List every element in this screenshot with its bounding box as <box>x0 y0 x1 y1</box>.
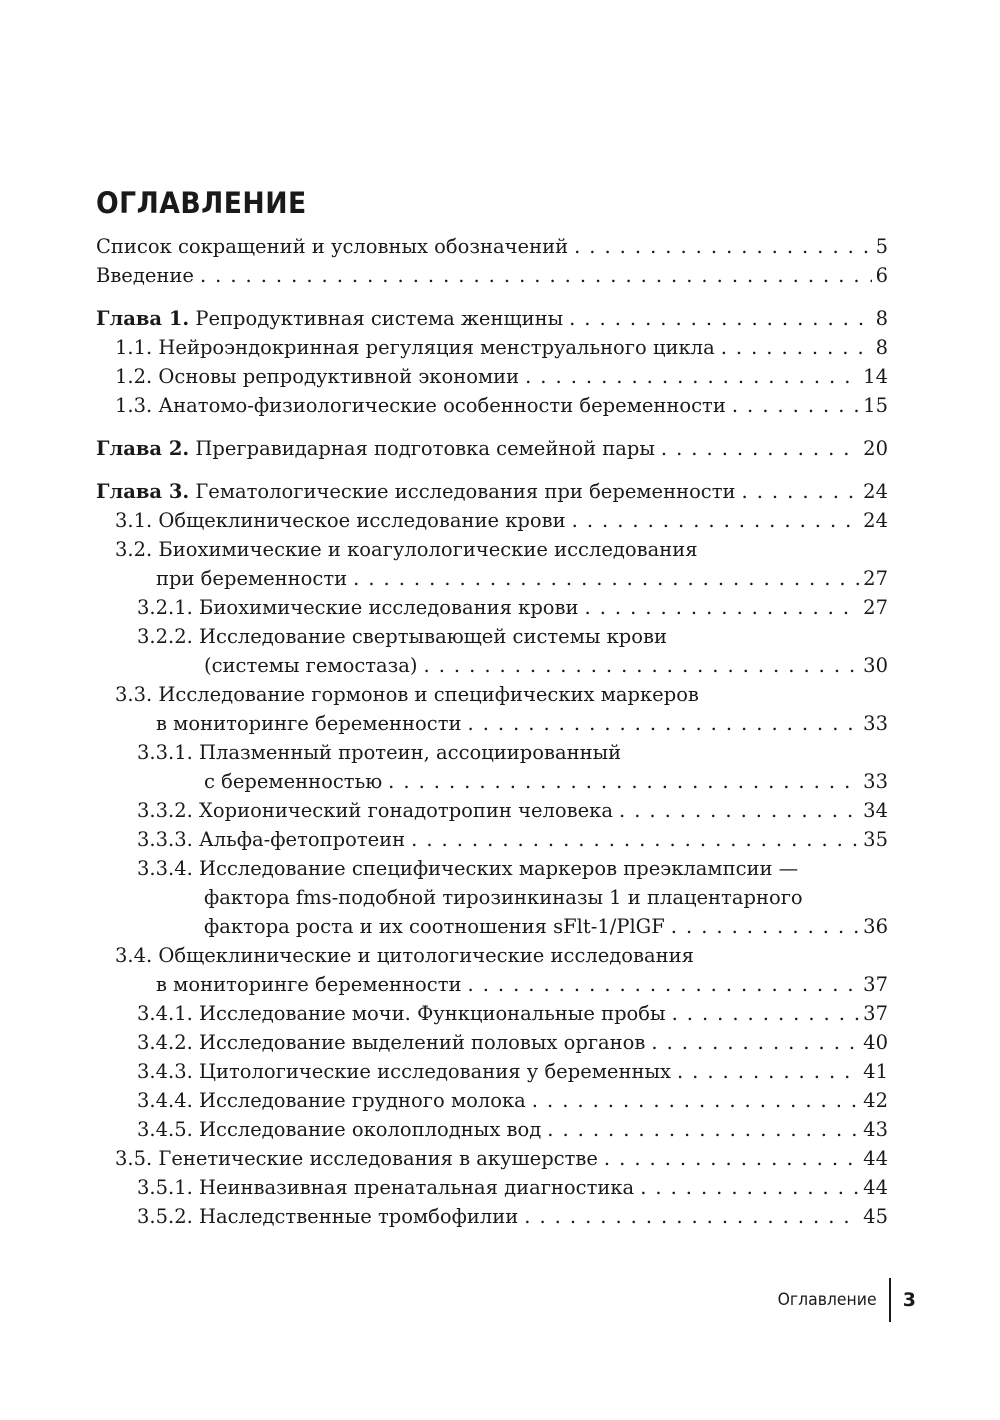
dot-leader <box>411 825 859 854</box>
dot-leader <box>532 1086 859 1115</box>
toc-entry-label: 3.3.2. Хорионический гонадотропин человека <box>137 799 613 822</box>
dot-leader <box>388 767 859 796</box>
toc-entry-label: 3.5.2. Наследственные тромбофилии <box>137 1205 519 1228</box>
toc-entry-label: 3.3.3. Альфа-фетопротеин <box>137 828 406 851</box>
toc-entry-label: Введение <box>96 264 194 287</box>
toc-entry-label: Прегравидарная подготовка семейной пары <box>195 437 655 460</box>
dot-leader <box>651 1028 859 1057</box>
dot-leader <box>572 506 860 535</box>
toc-entry-page: 27 <box>863 567 888 590</box>
toc-entry-1-2[interactable] <box>96 362 888 391</box>
dot-leader <box>468 970 860 999</box>
toc-entry-label: 3.2. Биохимические и коагулологические исследования <box>115 538 698 561</box>
toc-entry-page: 33 <box>863 712 888 735</box>
toc-entry-page: 20 <box>863 437 888 460</box>
toc-entry-label: 3.3. Исследование гормонов и специфических маркеров <box>115 683 699 706</box>
toc-entry-label: 3.4.2. Исследование выделений половых органов <box>137 1031 646 1054</box>
toc-entry-page: 30 <box>863 654 888 677</box>
toc-entry-label: Гематологические исследования при беременности <box>195 480 736 503</box>
toc-entry-abbreviations[interactable] <box>96 232 888 261</box>
toc-entry-label: 1.2. Основы репродуктивной экономии <box>115 365 520 388</box>
toc-entry-page: 27 <box>863 596 888 619</box>
toc-entry-3-4[interactable] <box>96 941 888 999</box>
toc-entry-3-2-2[interactable] <box>96 622 888 680</box>
toc-entry-label-continued: в мониторинге беременности <box>156 973 462 996</box>
toc-entry-page: 37 <box>863 1002 888 1025</box>
dot-leader <box>619 796 859 825</box>
toc-entry-label-continued: (системы гемостаза) <box>204 654 418 677</box>
toc-entry-chapter-3[interactable] <box>96 477 888 506</box>
dot-leader <box>604 1144 859 1173</box>
toc-entry-page: 14 <box>863 365 888 388</box>
toc-entry-page: 8 <box>875 307 888 330</box>
toc-entry-3-5[interactable] <box>96 1144 888 1173</box>
toc-entry-3-3-2[interactable] <box>96 796 888 825</box>
toc-entry-label: 3.3.1. Плазменный протеин, ассоциированный <box>137 741 622 764</box>
toc-entry-page: 42 <box>863 1089 888 1112</box>
toc-entry-3-4-3[interactable] <box>96 1057 888 1086</box>
dot-leader <box>569 304 871 333</box>
toc-entry-label: Репродуктивная система женщины <box>195 307 564 330</box>
toc-entry-label-continued: фактора fms-подобной тирозинкиназы 1 и плацентарного <box>204 886 803 909</box>
toc-entry-label-continued: фактора роста и их соотношения sFlt-1/PlGF <box>204 915 665 938</box>
dot-leader <box>525 362 859 391</box>
toc-entry-label: 3.1. Общеклиническое исследование крови <box>115 509 566 532</box>
dot-leader <box>677 1057 859 1086</box>
toc-entry-label: 3.4.5. Исследование околоплодных вод <box>137 1118 542 1141</box>
running-footer-title: Оглавление <box>777 1290 877 1310</box>
toc-entry-3-4-5[interactable] <box>96 1115 888 1144</box>
toc-entry-label: 3.4.1. Исследование мочи. Функциональные пробы <box>137 1002 666 1025</box>
toc-entry-label: 3.4.4. Исследование грудного молока <box>137 1089 526 1112</box>
dot-leader <box>468 709 860 738</box>
dot-leader <box>353 564 859 593</box>
toc-entry-page: 40 <box>863 1031 888 1054</box>
toc-entry-label: 3.4.3. Цитологические исследования у беременных <box>137 1060 671 1083</box>
toc-entry-3-4-1[interactable] <box>96 999 888 1028</box>
dot-leader <box>742 477 860 506</box>
toc-entry-page: 45 <box>863 1205 888 1228</box>
toc-entry-3-5-2[interactable] <box>96 1202 888 1231</box>
toc-entry-page: 44 <box>863 1147 888 1170</box>
toc-entry-label-continued: с беременностью <box>204 770 383 793</box>
toc-entry-3-3[interactable] <box>96 680 888 738</box>
toc-entry-page: 37 <box>863 973 888 996</box>
toc-entry-label: 3.2.2. Исследование свертывающей системы крови <box>137 625 667 648</box>
toc-entry-label: Список сокращений и условных обозначений <box>96 235 569 258</box>
dot-leader <box>424 651 860 680</box>
toc-entry-label: 3.5.1. Неинвазивная пренатальная диагностика <box>137 1176 635 1199</box>
toc-entry-page: 15 <box>863 394 888 417</box>
footer-divider <box>889 1278 891 1322</box>
toc-entry-page: 36 <box>863 915 888 938</box>
toc-entry-3-2-1[interactable] <box>96 593 888 622</box>
toc-entry-3-4-4[interactable] <box>96 1086 888 1115</box>
toc-entry-page: 24 <box>863 480 888 503</box>
toc-entry-3-5-1[interactable] <box>96 1173 888 1202</box>
toc-entry-label: 3.2.1. Биохимические исследования крови <box>137 596 579 619</box>
page-number: 3 <box>902 1289 916 1311</box>
toc-entry-3-4-2[interactable] <box>96 1028 888 1057</box>
dot-leader <box>721 333 872 362</box>
table-of-contents <box>96 232 888 1231</box>
toc-entry-introduction[interactable] <box>96 261 888 290</box>
toc-entry-chapter-2[interactable] <box>96 434 888 463</box>
toc-entry-page: 41 <box>863 1060 888 1083</box>
toc-entry-page: 24 <box>863 509 888 532</box>
toc-entry-label: 3.4. Общеклинические и цитологические исследования <box>115 944 694 967</box>
toc-entry-label: 3.3.4. Исследование специфических маркеров преэклампсии — <box>137 857 799 880</box>
toc-entry-3-3-3[interactable] <box>96 825 888 854</box>
chapter-label: Глава 1. <box>96 307 190 330</box>
toc-entry-page: 35 <box>863 828 888 851</box>
toc-entry-1-1[interactable] <box>96 333 888 362</box>
dot-leader <box>585 593 860 622</box>
toc-entry-label: 1.3. Анатомо-физиологические особенности беременности <box>115 394 726 417</box>
toc-entry-page: 43 <box>863 1118 888 1141</box>
toc-entry-chapter-1[interactable] <box>96 304 888 333</box>
toc-entry-page: 34 <box>863 799 888 822</box>
dot-leader <box>200 261 872 290</box>
toc-entry-1-3[interactable] <box>96 391 888 420</box>
toc-entry-label: 3.5. Генетические исследования в акушерстве <box>115 1147 598 1170</box>
dot-leader <box>661 434 859 463</box>
toc-entry-3-3-4[interactable] <box>96 854 888 941</box>
toc-entry-page: 44 <box>863 1176 888 1199</box>
toc-entry-3-3-1[interactable] <box>96 738 888 796</box>
dot-leader <box>640 1173 859 1202</box>
toc-entry-3-1[interactable] <box>96 506 888 535</box>
dot-leader <box>671 912 859 941</box>
page-title: ОГЛАВЛЕНИЕ <box>96 186 307 220</box>
dot-leader <box>574 232 871 261</box>
toc-entry-page: 33 <box>863 770 888 793</box>
dot-leader <box>672 999 860 1028</box>
toc-entry-label-continued: при беременности <box>156 567 348 590</box>
toc-entry-label: 1.1. Нейроэндокринная регуляция менструального цикла <box>115 336 715 359</box>
chapter-label: Глава 3. <box>96 480 190 503</box>
dot-leader <box>732 391 859 420</box>
toc-entry-3-2[interactable] <box>96 535 888 593</box>
dot-leader <box>547 1115 859 1144</box>
toc-entry-page: 8 <box>875 336 888 359</box>
chapter-label: Глава 2. <box>96 437 190 460</box>
toc-entry-label-continued: в мониторинге беременности <box>156 712 462 735</box>
dot-leader <box>524 1202 859 1231</box>
toc-entry-page: 6 <box>875 264 888 287</box>
page-footer <box>769 1280 916 1320</box>
toc-entry-page: 5 <box>875 235 888 258</box>
